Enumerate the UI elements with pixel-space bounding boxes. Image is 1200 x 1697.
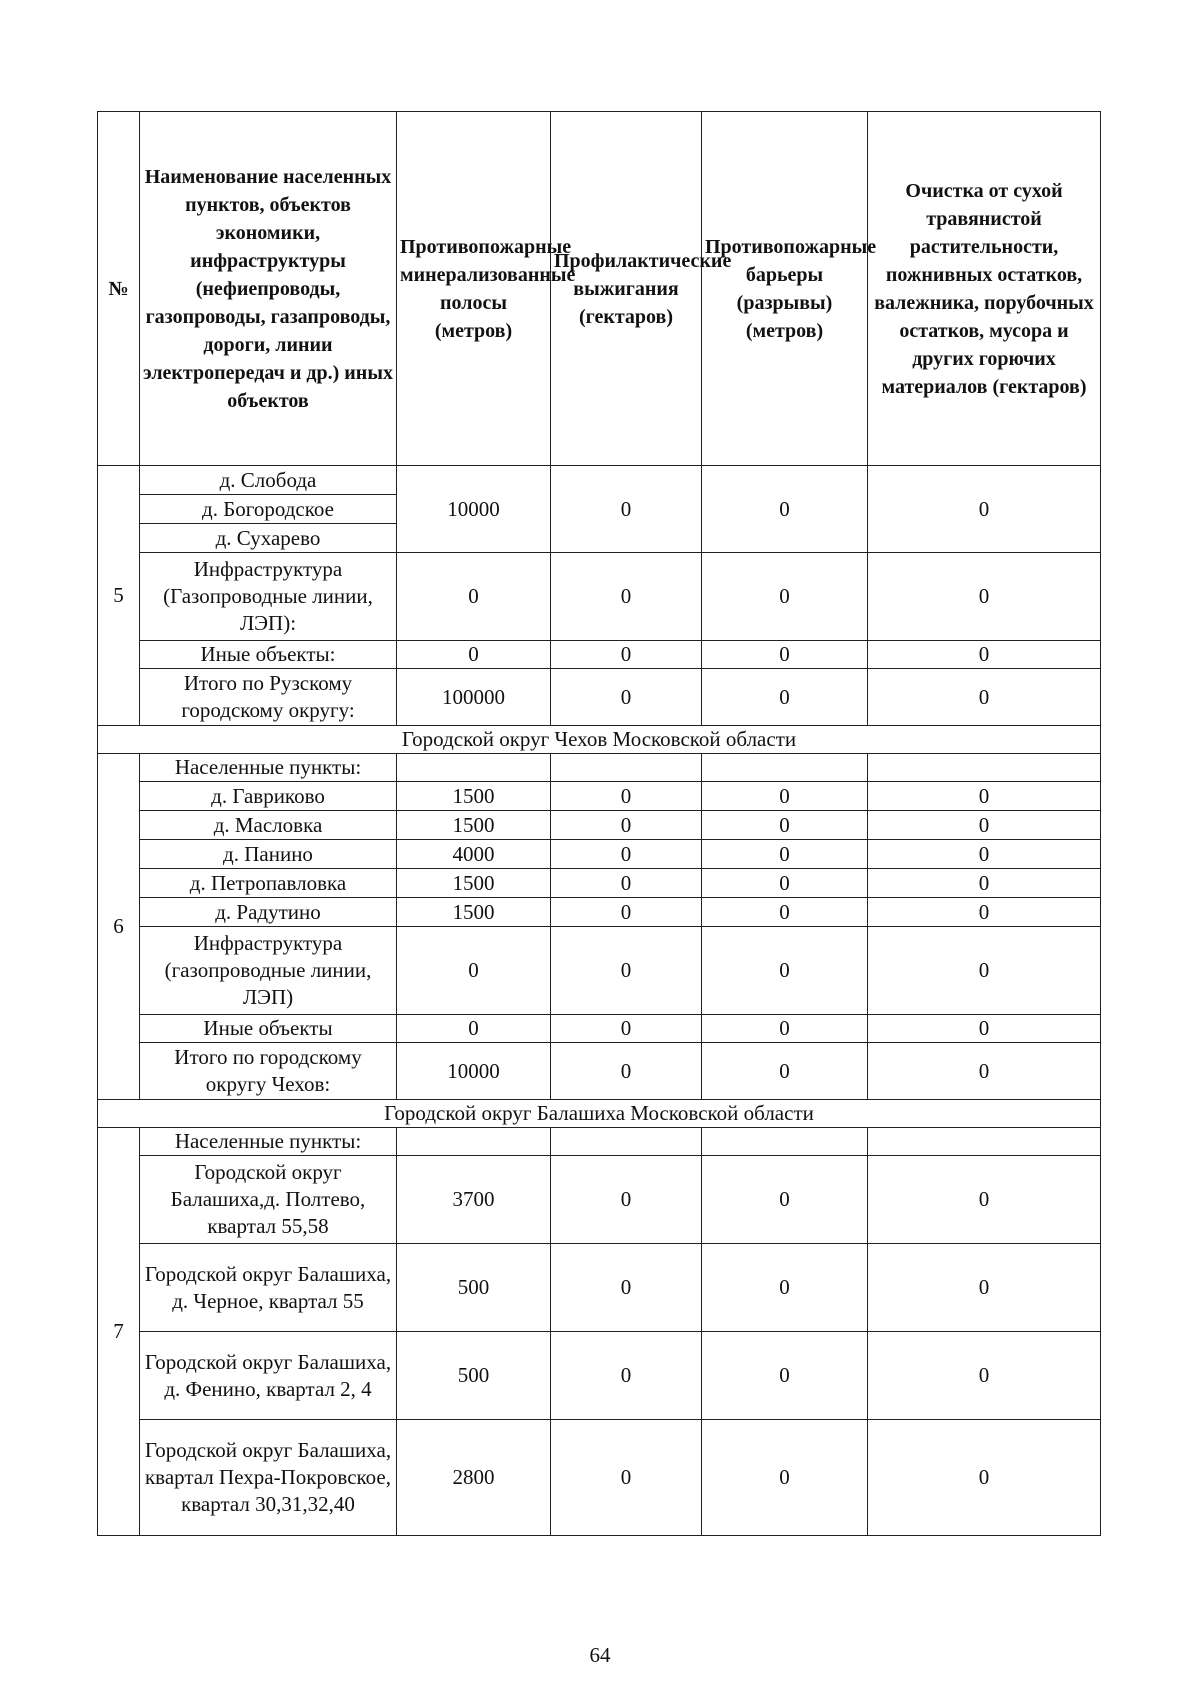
col-name-header: Наименование населенных пунктов, объектов экономики, инфраструктуры (нефиепроводы, газопроводы, газапроводы, дороги, линии электропередач и др.) иных объектов [140, 112, 397, 466]
row-name: Населенные пункты: [140, 1128, 397, 1156]
empty-cell [551, 754, 702, 782]
cell-strips: 2800 [397, 1420, 551, 1536]
empty-cell [397, 1128, 551, 1156]
table-row [98, 840, 1101, 869]
cell-burning: 0 [551, 466, 702, 553]
cell-cleaning: 0 [868, 1043, 1101, 1100]
table-row [98, 641, 1101, 669]
cell-cleaning: 0 [868, 840, 1101, 869]
table-row [98, 754, 1101, 782]
empty-cell [702, 754, 868, 782]
col-strips-header: Противопожарные минерализованные полосы (метров) [397, 112, 551, 466]
section-row [98, 726, 1101, 754]
col-burning-header: Профилактические выжигания (гектаров) [551, 112, 702, 466]
cell-strips: 10000 [397, 1043, 551, 1100]
row-name: д. Петропавловка [140, 869, 397, 898]
cell-cleaning: 0 [868, 1015, 1101, 1043]
row-name: Населенные пункты: [140, 754, 397, 782]
cell-strips: 0 [397, 927, 551, 1015]
cell-burning: 0 [551, 869, 702, 898]
cell-cleaning: 0 [868, 1420, 1101, 1536]
row-name: Городской округ Балашиха,д. Полтево, квартал 55,58 [140, 1156, 397, 1244]
cell-barriers: 0 [702, 869, 868, 898]
empty-cell [397, 754, 551, 782]
cell-strips: 4000 [397, 840, 551, 869]
cell-strips: 500 [397, 1244, 551, 1332]
row-name: Городской округ Балашиха, квартал Пехра-Покровское, квартал 30,31,32,40 [140, 1420, 397, 1536]
cell-barriers: 0 [702, 1332, 868, 1420]
cell-burning: 0 [551, 1043, 702, 1100]
row-name: д. Богородское [140, 495, 397, 524]
row-name: д. Панино [140, 840, 397, 869]
cell-barriers: 0 [702, 1043, 868, 1100]
row-name: Городской округ Балашиха, д. Черное, квартал 55 [140, 1244, 397, 1332]
row-name: Иные объекты: [140, 641, 397, 669]
cell-barriers: 0 [702, 641, 868, 669]
table-row [98, 782, 1101, 811]
cell-burning: 0 [551, 1156, 702, 1244]
cell-barriers: 0 [702, 553, 868, 641]
cell-cleaning: 0 [868, 1244, 1101, 1332]
cell-burning: 0 [551, 1332, 702, 1420]
cell-burning: 0 [551, 927, 702, 1015]
row-number: 5 [98, 466, 140, 726]
cell-strips: 0 [397, 1015, 551, 1043]
table-row [98, 1244, 1101, 1332]
header-row [98, 112, 1101, 466]
section-title: Городской округ Балашиха Московской области [98, 1100, 1101, 1128]
cell-burning: 0 [551, 811, 702, 840]
row-name: Городской округ Балашиха, д. Фенино, квартал 2, 4 [140, 1332, 397, 1420]
cell-cleaning: 0 [868, 1332, 1101, 1420]
cell-strips: 3700 [397, 1156, 551, 1244]
cell-burning: 0 [551, 898, 702, 927]
cell-cleaning: 0 [868, 641, 1101, 669]
cell-cleaning: 0 [868, 553, 1101, 641]
cell-burning: 0 [551, 669, 702, 726]
cell-burning: 0 [551, 782, 702, 811]
cell-barriers: 0 [702, 898, 868, 927]
section-title: Городской округ Чехов Московской области [98, 726, 1101, 754]
row-name: Итого по Рузскому городскому округу: [140, 669, 397, 726]
section-row [98, 1100, 1101, 1128]
row-name: д. Слобода [140, 466, 397, 495]
row-number: 6 [98, 754, 140, 1100]
cell-barriers: 0 [702, 1420, 868, 1536]
row-name: Инфраструктура (газопроводные линии, ЛЭП) [140, 927, 397, 1015]
cell-cleaning: 0 [868, 782, 1101, 811]
cell-cleaning: 0 [868, 466, 1101, 553]
cell-strips: 1500 [397, 782, 551, 811]
table-row [98, 898, 1101, 927]
cell-barriers: 0 [702, 811, 868, 840]
col-barriers-header: Противопожарные барьеры (разрывы) (метров) [702, 112, 868, 466]
table-row [98, 1156, 1101, 1244]
cell-burning: 0 [551, 1015, 702, 1043]
cell-burning: 0 [551, 1420, 702, 1536]
empty-cell [702, 1128, 868, 1156]
col-num-header: № [98, 112, 140, 466]
page-number: 64 [589, 1643, 611, 1667]
cell-strips: 0 [397, 553, 551, 641]
cell-strips: 1500 [397, 898, 551, 927]
row-name: д. Сухарево [140, 524, 397, 553]
empty-cell [868, 754, 1101, 782]
cell-strips: 1500 [397, 811, 551, 840]
cell-barriers: 0 [702, 1244, 868, 1332]
cell-burning: 0 [551, 641, 702, 669]
table-row [98, 1332, 1101, 1420]
cell-burning: 0 [551, 840, 702, 869]
row-name: Иные объекты [140, 1015, 397, 1043]
table-row [98, 1015, 1101, 1043]
cell-cleaning: 0 [868, 1156, 1101, 1244]
cell-cleaning: 0 [868, 669, 1101, 726]
table-row [98, 811, 1101, 840]
cell-barriers: 0 [702, 782, 868, 811]
table-row [98, 1128, 1101, 1156]
table-row [98, 869, 1101, 898]
cell-barriers: 0 [702, 840, 868, 869]
cell-barriers: 0 [702, 1156, 868, 1244]
table-row [98, 669, 1101, 726]
cell-burning: 0 [551, 1244, 702, 1332]
cell-cleaning: 0 [868, 927, 1101, 1015]
cell-strips: 10000 [397, 466, 551, 553]
cell-barriers: 0 [702, 927, 868, 1015]
table-row [98, 466, 1101, 495]
cell-cleaning: 0 [868, 811, 1101, 840]
col-cleaning-header: Очистка от сухой травянистой растительности, пожнивных остатков, валежника, порубочных остатков, мусора и других горючих материалов (гектаров) [868, 112, 1101, 466]
cell-burning: 0 [551, 553, 702, 641]
empty-cell [551, 1128, 702, 1156]
row-number: 7 [98, 1128, 140, 1536]
table-row [98, 1043, 1101, 1100]
empty-cell [868, 1128, 1101, 1156]
cell-barriers: 0 [702, 466, 868, 553]
cell-strips: 100000 [397, 669, 551, 726]
row-name: д. Гавриково [140, 782, 397, 811]
cell-barriers: 0 [702, 669, 868, 726]
row-name: д. Масловка [140, 811, 397, 840]
row-name: Инфраструктура (Газопроводные линии, ЛЭП): [140, 553, 397, 641]
cell-cleaning: 0 [868, 869, 1101, 898]
cell-cleaning: 0 [868, 898, 1101, 927]
cell-strips: 1500 [397, 869, 551, 898]
table-row [98, 553, 1101, 641]
fire-prevention-table [97, 111, 1101, 1536]
table-row [98, 1420, 1101, 1536]
cell-strips: 500 [397, 1332, 551, 1420]
cell-barriers: 0 [702, 1015, 868, 1043]
table-row [98, 927, 1101, 1015]
row-name: Итого по городскому округу Чехов: [140, 1043, 397, 1100]
row-name: д. Радутино [140, 898, 397, 927]
cell-strips: 0 [397, 641, 551, 669]
